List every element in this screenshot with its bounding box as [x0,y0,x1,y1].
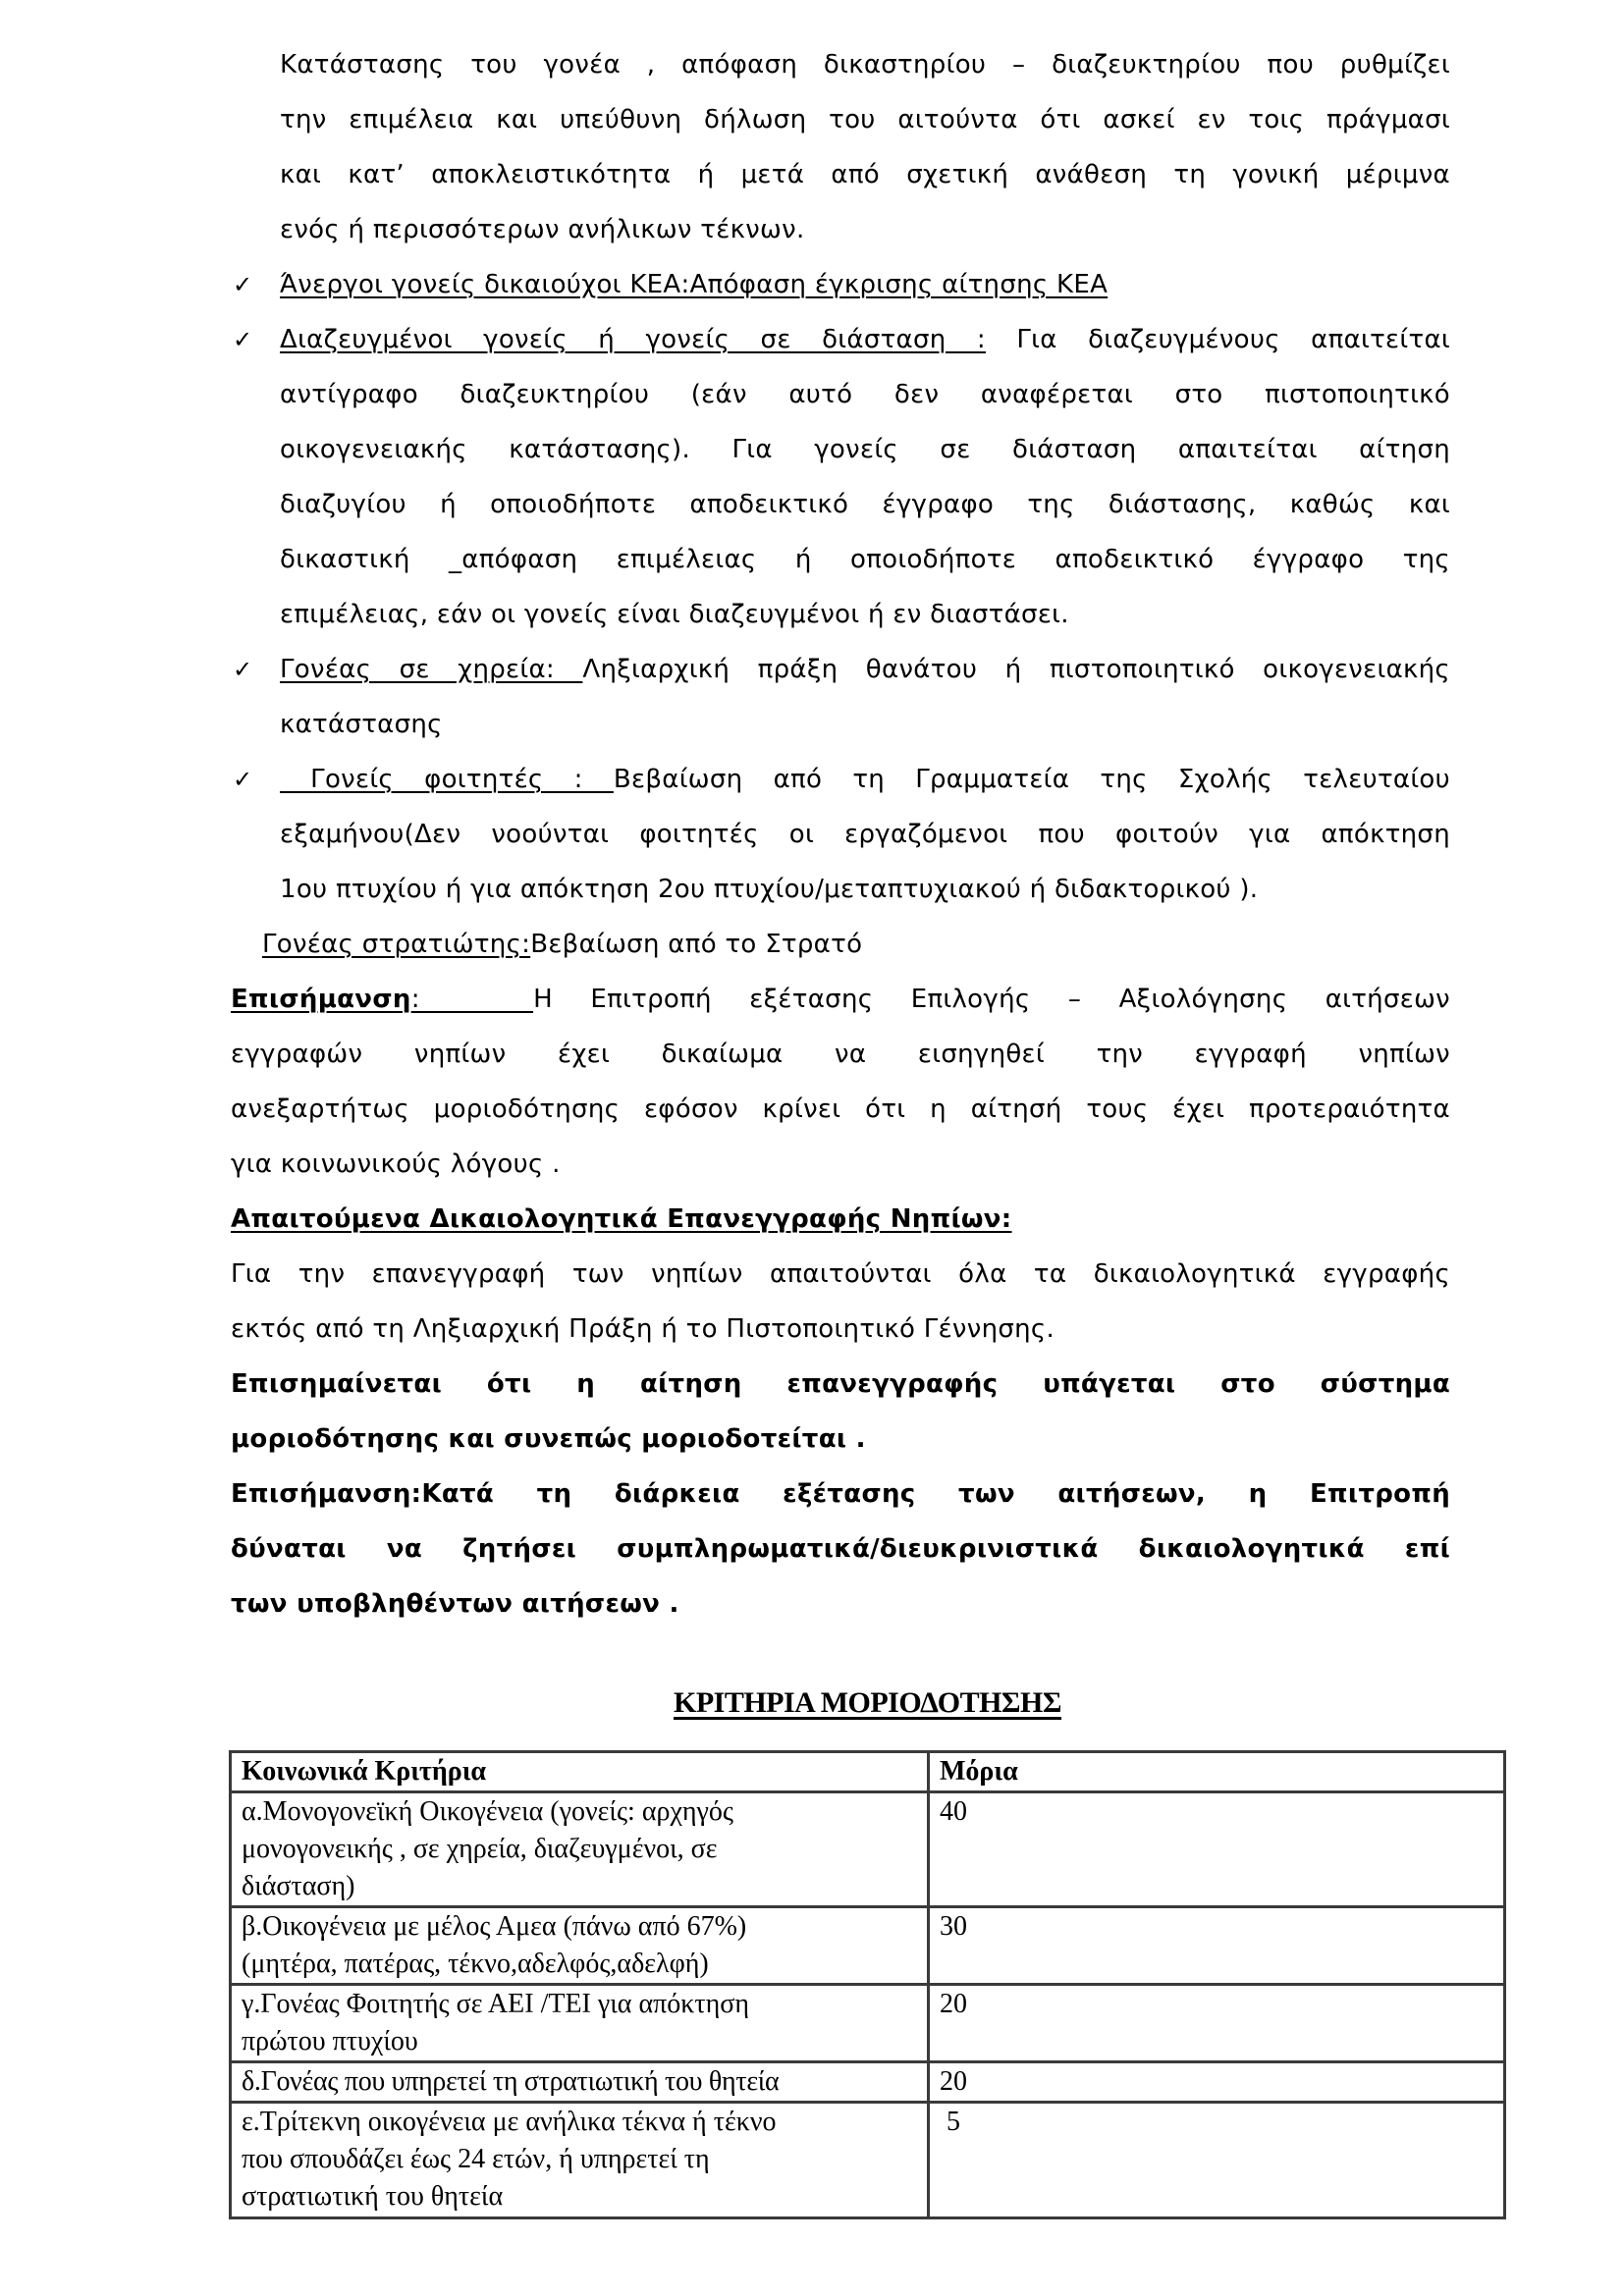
text-line: εγγραφών νηπίων έχει δικαίωμα να εισηγηθεί την εγγραφή νηπίων [231,1040,1450,1069]
text-line: επιμέλειας, εάν οι γονείς είναι διαζευγμένοι ή εν διαστάσει. [280,600,1069,629]
checklist-item-kea [280,257,1450,312]
criterion-line: δ.Γονέας που υπηρετεί τη στρατιωτική του θητεία [242,2066,780,2097]
text-line: εκτός από τη Ληξιαρχική Πράξη ή το Πιστοποιητικό Γέννησης. [231,1314,1055,1344]
text-line: των υποβληθέντων αιτήσεων . [231,1589,679,1619]
criterion-cell [231,1907,929,1985]
text-line: δύναται να ζητήσει συμπληρωματικά/διευκρινιστικά δικαιολογητικά επί [231,1534,1450,1564]
table-row [231,2062,1505,2103]
note-label: Επισήμανση [231,985,411,1014]
criterion-line: διάσταση) [242,1871,355,1901]
check-icon: ✓ [233,326,253,353]
section-heading: Απαιτούμενα Δικαιολογητικά Επανεγγραφής Νηπίων: [231,1204,1012,1234]
text-line: Επισήμανση:Κατά τη διάρκεια εξέτασης των αιτήσεων, η Επιτροπή [231,1479,1450,1509]
text-span: Ληξιαρχική πράξη θανάτου ή πιστοποιητικό οικογενειακής [582,655,1450,684]
checklist-item-widowed [280,642,1450,752]
text-line: εξαμήνου(Δεν νοούνται φοιτητές οι εργαζόμενοι που φοιτούν για απόκτηση [280,820,1450,849]
criterion-line: που σπουδάζει έως 24 ετών, ή υπηρετεί τη [242,2144,710,2174]
column-header-points: Μόρια [929,1752,1505,1792]
text-line: και κατ’ αποκλειστικότητα ή μετά από σχετική ανάθεση τη γονική μέριμνα [280,160,1450,189]
text-line: διαζυγίου ή οποιοδήποτε αποδεικτικό έγγραφο της διάστασης, καθώς και [280,490,1450,519]
criterion-line: (μητέρα, πατέρας, τέκνο,αδελφός,αδελφή) [242,1949,709,1979]
criterion-line: στρατιωτική του θητεία [242,2181,504,2212]
table-row [231,2103,1505,2218]
text-line: Επισημαίνεται ότι η αίτηση επανεγγραφής υπάγεται στο σύστημα [231,1369,1450,1399]
checklist-item-divorced [280,312,1450,642]
criteria-table [229,1750,1506,2219]
criterion-line: μονογονεικής , σε χηρεία, διαζευγμένοι, σε [242,1834,718,1864]
text-span: Για διαζευγμένους απαιτείται [986,325,1450,354]
note-committee [231,972,1450,1192]
points-cell: 30 [929,1907,1505,1985]
soldier-parent-line [262,917,1440,972]
text-line: ενός ή περισσότερων ανήλικων τέκνων. [280,215,805,244]
checklist-item-label: Διαζευγμένοι γονείς ή γονείς σε διάσταση : [280,325,986,354]
points-cell: 5 [929,2103,1505,2218]
checklist-item-students [280,752,1450,917]
table-row [231,1907,1505,1985]
continuation-paragraph [280,37,1450,257]
criterion-line: πρώτου πτυχίου [242,2026,418,2056]
criterion-line: β.Οικογένεια με μέλος Αμεα (πάνω από 67%) [242,1911,747,1942]
text-span: Βεβαίωση από το Στρατό [530,930,863,959]
text-line: οικογενειακής κατάστασης). Για γονείς σε διάσταση απαιτείται αίτηση [280,435,1450,464]
reenroll-heading-block [231,1192,1450,1357]
points-cell: 20 [929,2062,1505,2103]
bold-note-scoring [231,1357,1450,1467]
criterion-cell [231,1792,929,1907]
table-row [231,1985,1505,2062]
points-cell: 40 [929,1792,1505,1907]
points-cell: 20 [929,1985,1505,2062]
criterion-line: α.Μονογονεϊκή Οικογένεια (γονείς: αρχηγός [242,1796,733,1827]
checklist-item-label: Γονείς φοιτητές : [280,765,614,794]
criterion-cell [231,2062,929,2103]
table-header-row [231,1752,1505,1792]
criteria-title: ΚΡΙΤΗΡΙΑ ΜΟΡΙΟΔΟΤΗΣΗΣ [674,1686,1061,1719]
column-header-criteria: Κοινωνικά Κριτήρια [231,1752,929,1792]
criterion-line: γ.Γονέας Φοιτητής σε ΑΕΙ /ΤΕΙ για απόκτηση [242,1989,750,2019]
criterion-cell [231,2103,929,2218]
text-line: ανεξαρτήτως μοριοδότησης εφόσον κρίνει ότι η αίτησή τους έχει προτεραιότητα [231,1095,1450,1124]
text-line: αντίγραφο διαζευκτηρίου (εάν αυτό δεν αναφέρεται στο πιστοποιητικό [280,380,1450,409]
criterion-cell [231,1985,929,2062]
text-line: κατάστασης [280,710,443,739]
criterion-line: ε.Τρίτεκνη οικογένεια με ανήλικα τέκνα ή τέκνο [242,2107,777,2137]
check-icon: ✓ [233,766,253,793]
text-line: 1ου πτυχίου ή για απόκτηση 2ου πτυχίου/μεταπτυχιακού ή διδακτορικού ). [280,875,1259,904]
text-line: δικαστική _απόφαση επιμέλειας ή οποιοδήποτε αποδεικτικό έγγραφο της [280,545,1450,574]
note-label-colon: : [410,985,534,1014]
checklist-item-label: Άνεργοι γονείς δικαιούχοι ΚΕΑ:Απόφαση έγκρισης αίτησης ΚΕΑ [280,270,1109,299]
text-line: Κατάστασης του γονέα , απόφαση δικαστηρίου – διαζευκτηρίου που ρυθμίζει [280,50,1450,80]
text-line: μοριοδότησης και συνεπώς μοριοδοτείται . [231,1424,866,1454]
bold-note-supplementary [231,1467,1450,1631]
checklist-item-label: Γονέας σε χηρεία: [280,655,583,684]
text-line: την επιμέλεια και υπεύθυνη δήλωση του αιτούντα ότι ασκεί εν τοις πράγμασι [280,105,1450,134]
check-icon: ✓ [233,656,253,683]
text-span: Βεβαίωση από τη Γραμματεία της Σχολής τελευταίου [613,765,1450,794]
text-line: Για την επανεγγραφή των νηπίων απαιτούνται όλα τα δικαιολογητικά εγγραφής [231,1259,1450,1289]
text-span: Η Επιτροπή εξέτασης Επιλογής – Αξιολόγησης αιτήσεων [533,985,1450,1014]
table-row [231,1792,1505,1907]
check-icon: ✓ [233,271,253,298]
soldier-label: Γονέας στρατιώτης: [262,930,531,959]
text-line: για κοινωνικούς λόγους . [231,1149,561,1179]
